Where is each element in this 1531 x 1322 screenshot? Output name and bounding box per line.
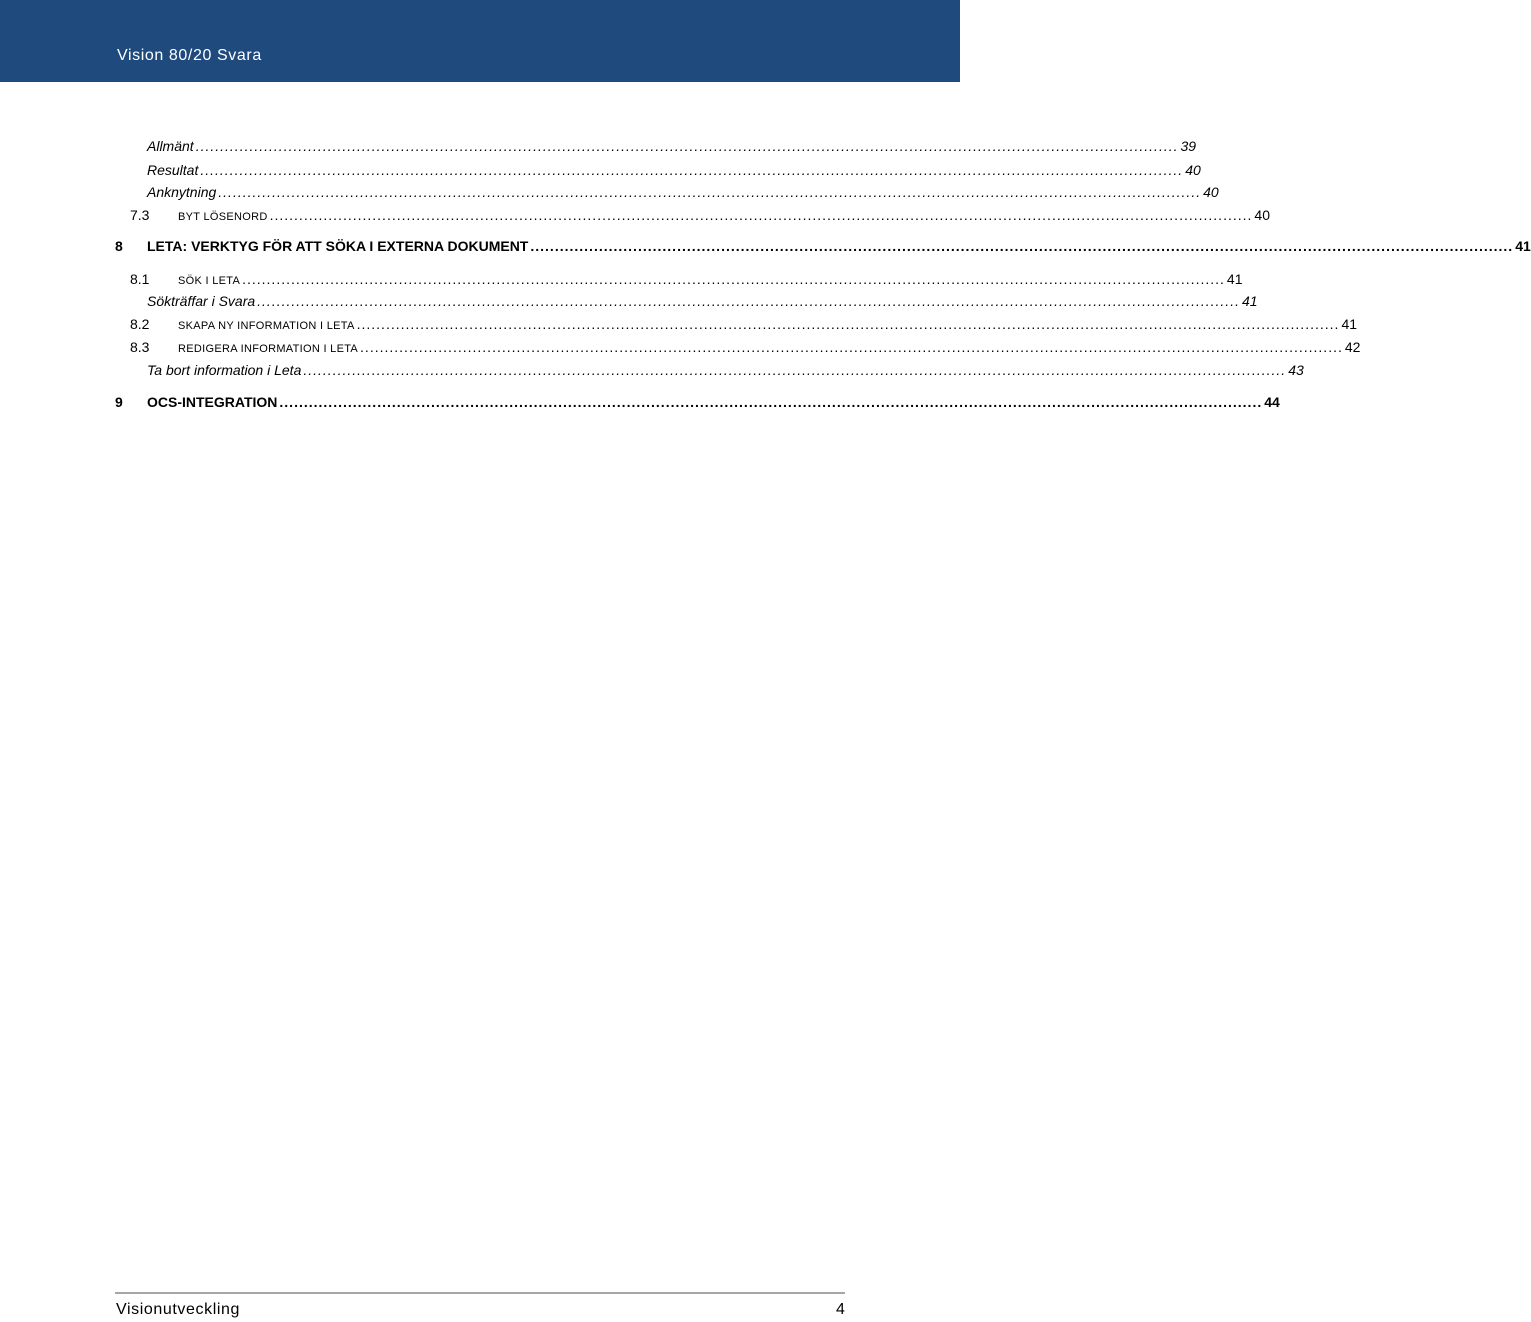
toc-leader: ......................................................................................................................................................................................................... <box>242 271 1225 287</box>
footer-divider <box>115 1292 845 1294</box>
toc-entry-label: REDIGERA INFORMATION I LETA <box>178 338 360 360</box>
toc-entry-page: 41 <box>1226 271 1243 287</box>
toc-entry[interactable] <box>0 204 1270 226</box>
toc-entry[interactable] <box>0 235 1531 257</box>
toc-entry-label: Ta bort information i Leta <box>147 359 303 381</box>
toc-entry-label: SÖK I LETA <box>178 270 242 292</box>
toc-leader: ......................................................................................................................................................................................................... <box>356 316 1340 332</box>
toc-entry-label: Anknytning <box>147 181 218 203</box>
toc-leader: ......................................................................................................................................................................................................... <box>269 207 1253 223</box>
toc-entry-page: 40 <box>1185 162 1201 178</box>
toc-entry[interactable] <box>0 391 1280 413</box>
toc-entry-label: LETA: VERKTYG FÖR ATT SÖKA I EXTERNA DOKUMENT <box>147 235 530 257</box>
toc-entry-label: OCS-INTEGRATION <box>147 391 279 413</box>
toc-entry-label: Resultat <box>147 159 200 181</box>
toc-entry-label: SKAPA NY INFORMATION I LETA <box>178 315 357 337</box>
toc-leader: ......................................................................................................................................................................................................... <box>200 162 1184 178</box>
toc-entry-number: 9 <box>115 394 123 410</box>
footer-page-number: 4 <box>836 1301 845 1318</box>
toc-entry-label: BYT LÖSENORD <box>178 206 270 228</box>
toc-entry[interactable] <box>0 359 1304 381</box>
footer-company: Visionutveckling <box>116 1301 241 1318</box>
toc-leader: ......................................................................................................................................................................................................... <box>279 394 1263 410</box>
toc-entry-page: 41 <box>1341 316 1358 332</box>
toc-entry[interactable] <box>0 268 1243 290</box>
toc-entry-page: 43 <box>1288 362 1304 378</box>
toc-leader: ......................................................................................................................................................................................................... <box>360 339 1343 355</box>
toc-leader: ......................................................................................................................................................................................................... <box>303 362 1287 378</box>
toc-leader: ......................................................................................................................................................................................................... <box>195 138 1179 154</box>
toc-entry-page: 40 <box>1254 207 1270 223</box>
toc-entry-number: 8.3 <box>130 339 150 355</box>
toc-entry-page: 39 <box>1180 138 1197 154</box>
header-band <box>0 0 960 82</box>
header-title: Vision 80/20 Svara <box>117 47 262 64</box>
toc-entry[interactable] <box>0 135 1197 157</box>
toc-entry-label: Allmänt <box>147 135 196 157</box>
toc-entry-page: 41 <box>1515 238 1531 254</box>
toc-entry[interactable] <box>0 313 1358 335</box>
toc-entry-number: 8 <box>115 238 123 254</box>
toc-entry-number: 8.1 <box>130 271 150 287</box>
toc-entry[interactable] <box>0 159 1201 181</box>
toc-entry-label: Sökträffar i Svara <box>147 290 257 312</box>
toc-leader: ......................................................................................................................................................................................................... <box>257 293 1240 309</box>
toc-leader: ......................................................................................................................................................................................................... <box>218 184 1202 200</box>
toc-entry-page: 42 <box>1344 339 1361 355</box>
toc-leader: ......................................................................................................................................................................................................... <box>530 238 1514 254</box>
toc-entry-page: 41 <box>1241 293 1258 309</box>
toc-entry-number: 8.2 <box>130 316 150 332</box>
toc-entry-page: 44 <box>1264 394 1280 410</box>
toc-entry-number: 7.3 <box>130 207 150 223</box>
toc-entry[interactable] <box>0 290 1258 312</box>
toc-entry-page: 40 <box>1203 184 1219 200</box>
toc-entry[interactable] <box>0 181 1219 203</box>
toc-entry[interactable] <box>0 336 1361 358</box>
